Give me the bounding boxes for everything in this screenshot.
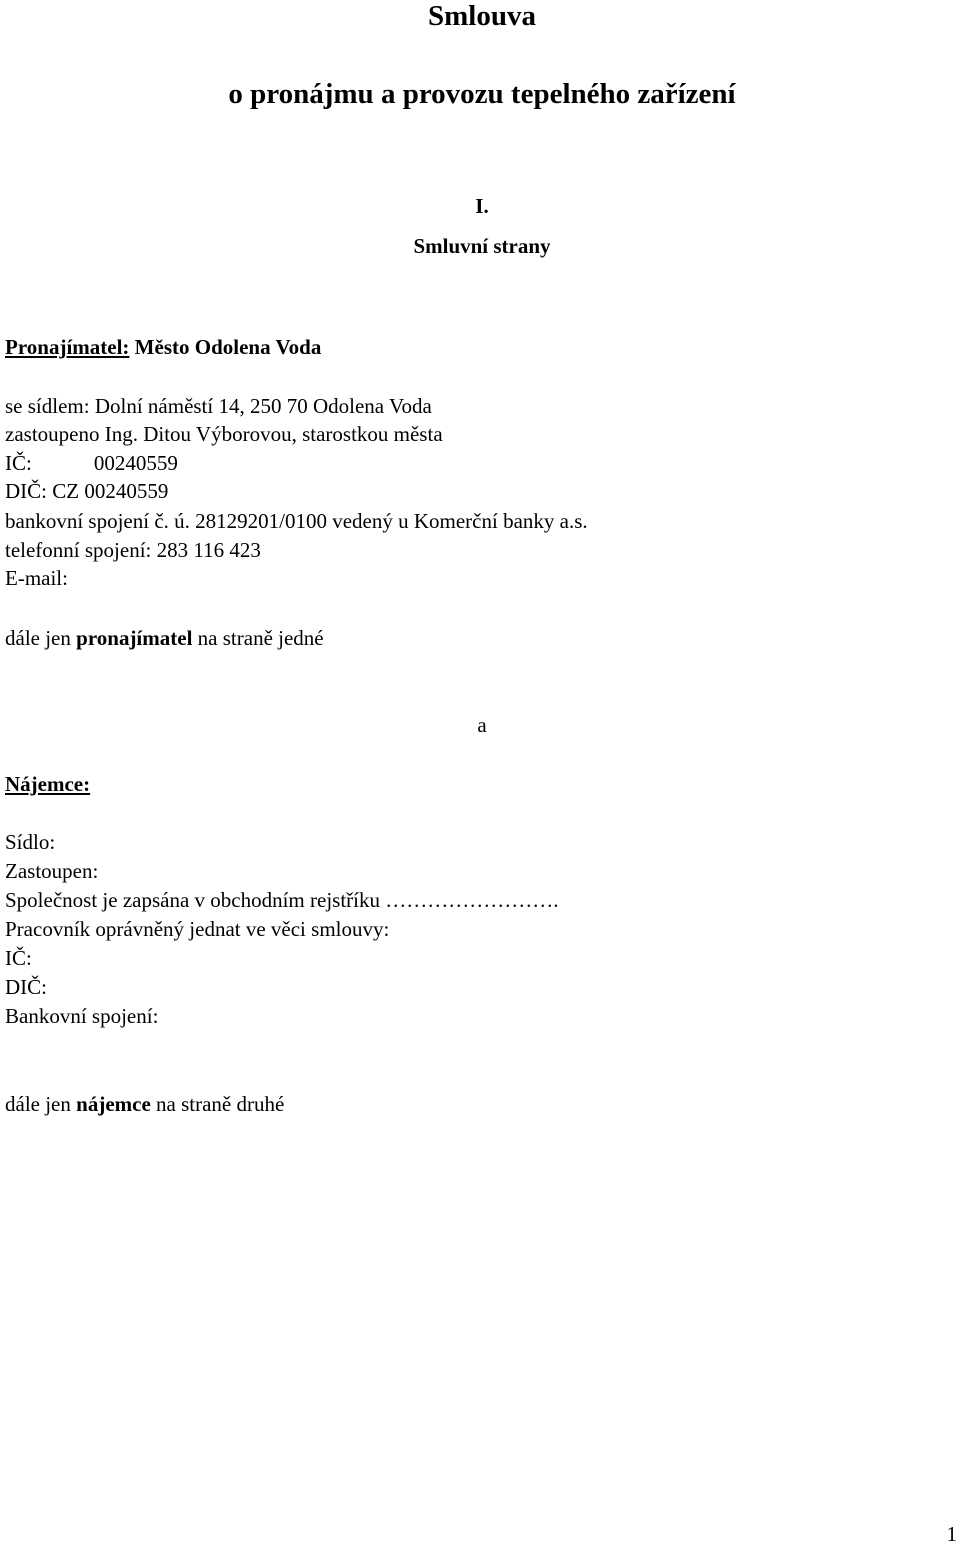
section-heading: Smluvní strany — [413, 234, 551, 258]
landlord-closing — [5, 628, 324, 649]
tenant-label: Nájemce: — [5, 772, 91, 796]
page-number: 1 — [946, 1522, 957, 1546]
tenant-closing-term: nájemce — [76, 1092, 151, 1116]
tenant-ic: IČ: — [5, 946, 32, 970]
document-title: Smlouva — [428, 0, 536, 32]
landlord-name: Město Odolena Voda — [134, 335, 322, 359]
tenant-closing-suffix: na straně druhé — [156, 1092, 285, 1116]
landlord-dic: DIČ: CZ 00240559 — [5, 479, 169, 503]
landlord-bank: bankovní spojení č. ú. 28129201/0100 vedený u Komerční banky a.s. — [5, 509, 588, 533]
landlord-label: Pronajímatel: — [5, 335, 130, 359]
tenant-bank: Bankovní spojení: — [5, 1004, 159, 1028]
section-number: I. — [475, 194, 489, 218]
tenant-closing-prefix: dále jen — [5, 1092, 71, 1116]
landlord-closing-term: pronajímatel — [76, 626, 193, 650]
landlord-ic-value: 00240559 — [93, 451, 178, 475]
tenant-seat: Sídlo: — [5, 830, 56, 854]
landlord-seat: se sídlem: Dolní náměstí 14, 250 70 Odolena Voda — [5, 394, 432, 418]
landlord-closing-prefix: dále jen — [5, 626, 71, 650]
landlord-ic — [5, 453, 178, 474]
landlord-email: E-mail: — [5, 566, 68, 590]
landlord-represented: zastoupeno Ing. Ditou Výborovou, starostkou města — [5, 422, 443, 446]
document-subtitle: o pronájmu a provozu tepelného zařízení — [228, 78, 736, 110]
landlord-closing-suffix: na straně jedné — [197, 626, 324, 650]
conjunction: a — [477, 713, 487, 737]
landlord-phone: telefonní spojení: 283 116 423 — [5, 538, 261, 562]
tenant-registry: Společnost je zapsána v obchodním rejstříku ……………………. — [5, 888, 559, 912]
tenant-authorized: Pracovník oprávněný jednat ve věci smlouvy: — [5, 917, 390, 941]
tenant-dic: DIČ: — [5, 975, 47, 999]
tenant-closing — [5, 1094, 284, 1115]
landlord-ic-label: IČ: — [5, 451, 32, 475]
tenant-represented: Zastoupen: — [5, 859, 99, 883]
landlord-heading — [5, 337, 321, 358]
